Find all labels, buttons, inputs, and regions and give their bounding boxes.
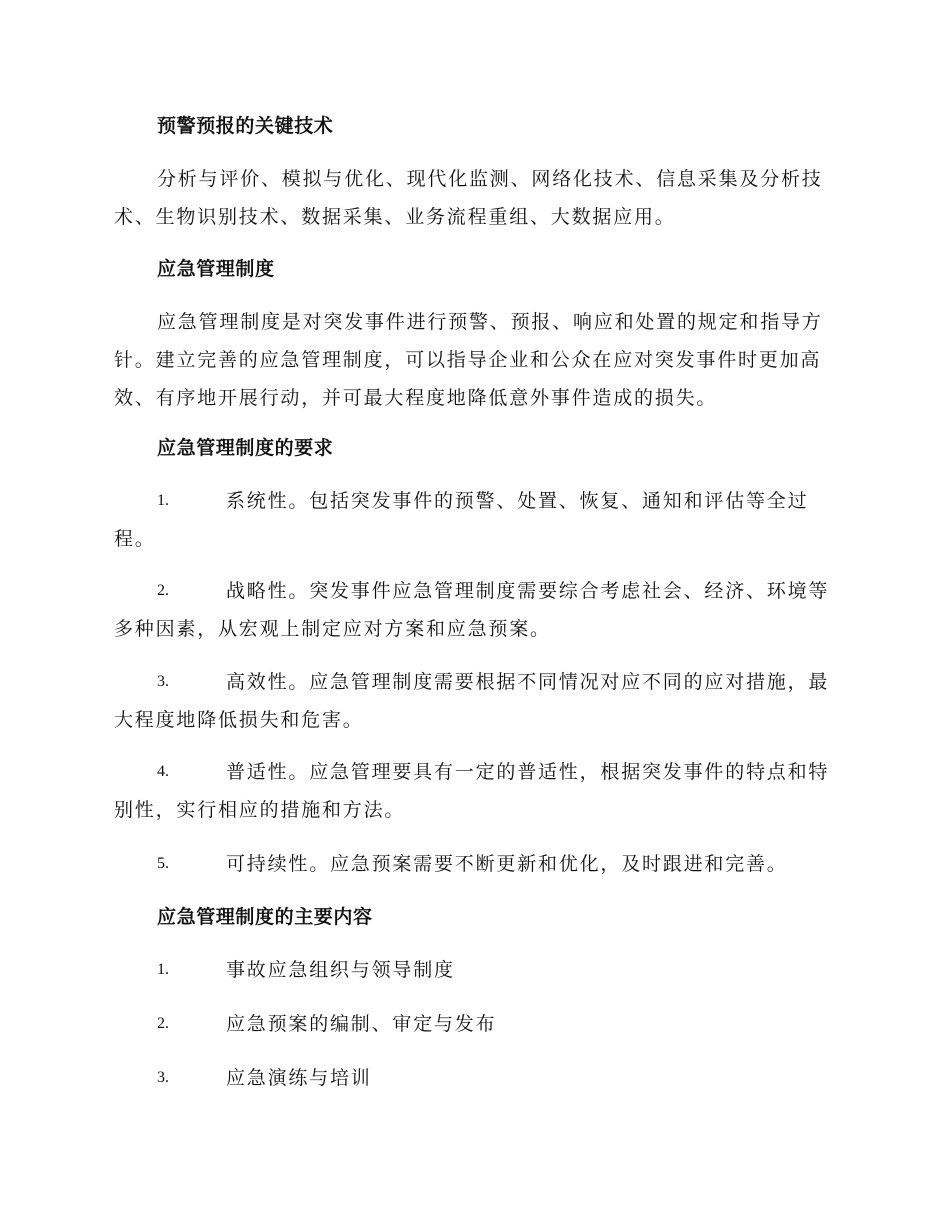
list-item (114, 845, 834, 883)
list-item-number: 2. (157, 1015, 169, 1032)
list-item-text: 应急预案的编制、审定与发布 (226, 1013, 497, 1035)
heading-requirements: 应急管理制度的要求 (157, 437, 334, 459)
paragraph-emergency-system: 应急管理制度是对突发事件进行预警、预报、响应和处置的规定和指导方针。建立完善的应急管理制度，可以指导企业和公众在应对突发事件时更加高效、有序地开展行动，并可最大程度地降低意外事件造成的损失。 (114, 311, 823, 409)
list-item-text: 高效性。应急管理制度需要根据不同情况对应不同的应对措施，最大程度地降低损失和危害。 (114, 671, 830, 731)
list-item-text: 事故应急组织与领导制度 (226, 959, 455, 981)
heading-main-contents: 应急管理制度的主要内容 (157, 906, 373, 928)
list-item-text: 可持续性。应急预案需要不断更新和优化，及时跟进和完善。 (226, 853, 788, 875)
list-item-text: 系统性。包括突发事件的预警、处置、恢复、通知和评估等全过程。 (114, 490, 809, 550)
list-item-number: 1. (157, 492, 169, 509)
list-item-number: 1. (157, 961, 169, 978)
list-item-text: 战略性。突发事件应急管理制度需要综合考虑社会、经济、环境等多种因素，从宏观上制定应对方案和应急预案。 (114, 580, 830, 640)
list-item-number: 3. (157, 673, 169, 690)
list-item-number: 2. (157, 582, 169, 599)
list-item (114, 951, 834, 989)
list-item-text: 普适性。应急管理要具有一定的普适性，根据突发事件的特点和特别性，实行相应的措施和方法。 (114, 761, 830, 821)
heading-emergency-system: 应急管理制度 (157, 258, 275, 280)
heading-key-technologies: 预警预报的关键技术 (157, 115, 334, 137)
list-item (114, 1005, 834, 1043)
list-item-text: 应急演练与培训 (226, 1067, 372, 1089)
list-item-number: 5. (157, 855, 169, 872)
list-item (114, 1059, 834, 1097)
paragraph-key-technologies: 分析与评价、模拟与优化、现代化监测、网络化技术、信息采集及分析技术、生物识别技术、数据采集、业务流程重组、大数据应用。 (114, 168, 823, 228)
list-item-number: 3. (157, 1069, 169, 1086)
list-item (114, 482, 834, 558)
list-item (114, 663, 834, 739)
list-item (114, 572, 834, 648)
list-item-number: 4. (157, 763, 169, 780)
list-item (114, 753, 834, 829)
